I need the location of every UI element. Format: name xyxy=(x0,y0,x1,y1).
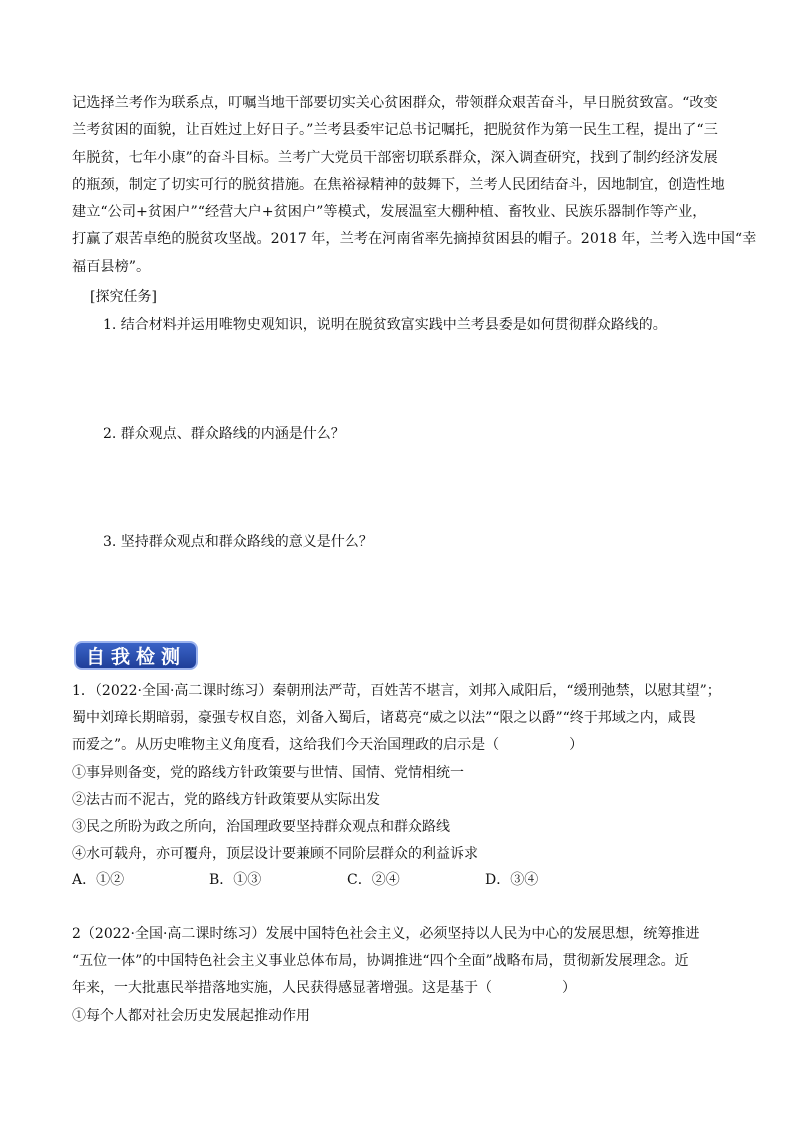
choice-c[interactable]: C．②④ xyxy=(347,872,400,888)
exercise-line: 2（2022·全国·高二课时练习）发展中国特色社会主义，必须坚持以人民为中心的发展思想，统筹推进 xyxy=(72,926,700,942)
choice-d[interactable]: D．③④ xyxy=(485,872,539,888)
task-question-3: 3. 坚持群众观点和群众路线的意义是什么？ xyxy=(103,534,373,550)
exercise-1-option: ③民之所盼为政之所向，治国理政要坚持群众观点和群众路线 xyxy=(72,819,450,835)
exercise-line: “五位一体”的中国特色社会主义事业总体布局，协调推进“四个全面”战略布局，贯彻新发展理念。近 xyxy=(72,953,689,969)
exercise-line: 而爱之”。从历史唯物主义角度看，这给我们今天治国理政的启示是（ ） xyxy=(72,737,584,753)
material-line: 记选择兰考作为联系点，叮嘱当地干部要切实关心贫困群众，带领群众艰苦奋斗，早日脱贫致富。“改变 xyxy=(72,95,718,111)
task-question-2: 2. 群众观点、群众路线的内涵是什么？ xyxy=(103,426,345,442)
exercise-1-option: ②法古而不泥古，党的路线方针政策要从实际出发 xyxy=(72,792,380,808)
exercise-line: 年来，一大批惠民举措落地实施，人民获得感显著增强。这是基于（ ） xyxy=(72,980,576,996)
exercise-2-option: ①每个人都对社会历史发展起推动作用 xyxy=(72,1008,310,1024)
material-line: 年脱贫，七年小康”的奋斗目标。兰考广大党员干部密切联系群众，深入调查研究，找到了制约经济发展 xyxy=(72,149,718,166)
material-line: 兰考贫困的面貌，让百姓过上好日子。”兰考县委牢记总书记嘱托，把脱贫作为第一民生工程，提出了“三 xyxy=(72,122,718,139)
choice-a[interactable]: A．①② xyxy=(72,872,125,888)
section-badge: 自我检测 xyxy=(74,641,198,670)
material-line: 打赢了艰苦卓绝的脱贫攻坚战。2017 年，兰考在河南省率先摘掉贫困县的帽子。2018 年，兰考入选中国“幸 xyxy=(72,231,757,248)
task-heading: [探究任务] xyxy=(90,289,157,305)
exercise-1-option: ④水可载舟，亦可覆舟，顶层设计要兼顾不同阶层群众的利益诉求 xyxy=(72,846,478,862)
choice-b[interactable]: B．①③ xyxy=(209,872,262,888)
exercise-2-stem xyxy=(72,921,732,1002)
material-line: 的瓶颈，制定了切实可行的脱贫措施。在焦裕禄精神的鼓舞下，兰考人民团结奋斗，因地制宜，创造性地 xyxy=(72,176,725,193)
exercise-1-option: ①事异则备变，党的路线方针政策要与世情、国情、党情相统一 xyxy=(72,765,464,781)
material-paragraph xyxy=(72,90,757,281)
material-line: 建立“公司+贫困户”“经营大户+贫困户”等模式，发展温室大棚种植、畜牧业、民族乐器制作等产业， xyxy=(72,204,707,221)
exercise-line: 蜀中刘璋长期暗弱，豪强专权自恣，刘备入蜀后，诸葛亮“威之以法”“限之以爵”“终于邦域之内，咸畏 xyxy=(72,710,696,726)
task-question-1: 1. 结合材料并运用唯物史观知识，说明在脱贫致富实践中兰考县委是如何贯彻群众路线的。 xyxy=(103,317,667,333)
exercise-line: 1．（2022·全国·高二课时练习）秦朝刑法严苛，百姓苦不堪言，刘邦入咸阳后，“缓刑弛禁，以慰其望”； xyxy=(72,683,721,699)
exercise-1-stem xyxy=(72,678,732,759)
material-line: 福百县榜”。 xyxy=(72,258,151,275)
